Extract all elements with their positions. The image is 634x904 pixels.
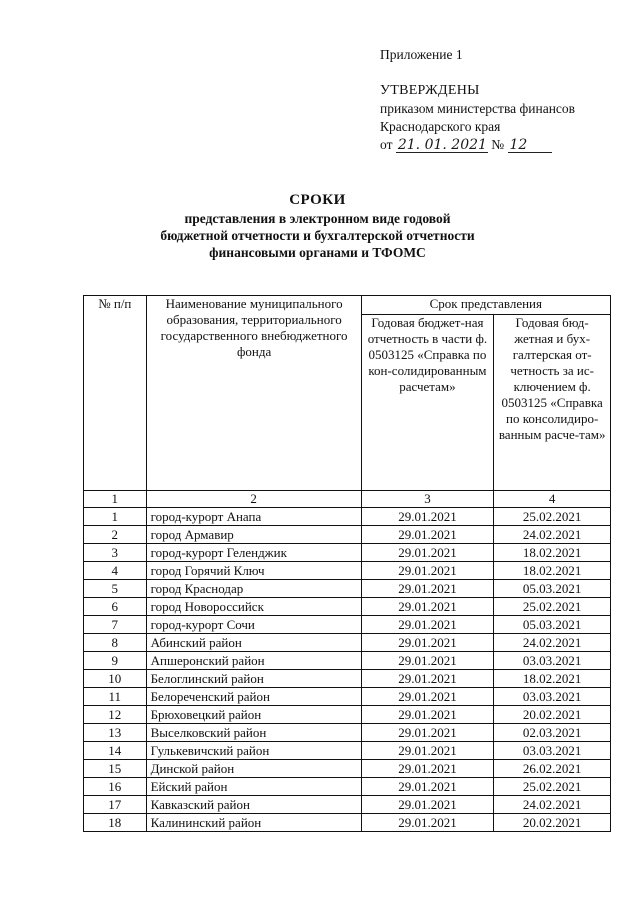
document-title: СРОКИ bbox=[289, 192, 346, 208]
row-number: 4 bbox=[84, 562, 147, 580]
row-budget-deadline: 29.01.2021 bbox=[361, 688, 494, 706]
row-name: город-курорт Геленджик bbox=[146, 544, 361, 562]
row-budget-deadline: 29.01.2021 bbox=[361, 742, 494, 760]
row-number: 2 bbox=[84, 526, 147, 544]
table-row bbox=[84, 688, 611, 706]
header-accounting-report: Годовая бюд-жетная и бух-галтерская от-четность за ис-ключением ф. 0503125 «Справка по консолидиро-ванным расче-там» bbox=[494, 315, 611, 491]
table-row bbox=[84, 670, 611, 688]
table-row bbox=[84, 526, 611, 544]
row-name: Белореченский район bbox=[146, 688, 361, 706]
row-name: Кавказский район bbox=[146, 796, 361, 814]
column-number: 1 bbox=[84, 491, 147, 508]
table-row bbox=[84, 796, 611, 814]
row-name: Ейский район bbox=[146, 778, 361, 796]
row-budget-deadline: 29.01.2021 bbox=[361, 562, 494, 580]
row-accounting-deadline: 05.03.2021 bbox=[494, 616, 611, 634]
row-number: 7 bbox=[84, 616, 147, 634]
row-number: 8 bbox=[84, 634, 147, 652]
row-name: Апшеронский район bbox=[146, 652, 361, 670]
number-label: № bbox=[491, 137, 505, 152]
row-accounting-deadline: 18.02.2021 bbox=[494, 544, 611, 562]
table-row bbox=[84, 742, 611, 760]
row-budget-deadline: 29.01.2021 bbox=[361, 778, 494, 796]
approval-date-line bbox=[380, 136, 630, 154]
row-accounting-deadline: 18.02.2021 bbox=[494, 670, 611, 688]
table-row bbox=[84, 652, 611, 670]
row-budget-deadline: 29.01.2021 bbox=[361, 526, 494, 544]
table-row bbox=[84, 760, 611, 778]
row-number: 12 bbox=[84, 706, 147, 724]
row-number: 3 bbox=[84, 544, 147, 562]
row-number: 10 bbox=[84, 670, 147, 688]
row-budget-deadline: 29.01.2021 bbox=[361, 814, 494, 832]
heading-line-1: представления в электронном виде годовой bbox=[184, 211, 451, 226]
approved-title: УТВЕРЖДЕНЫ bbox=[380, 83, 480, 98]
row-number: 14 bbox=[84, 742, 147, 760]
row-accounting-deadline: 25.02.2021 bbox=[494, 508, 611, 526]
table-body bbox=[84, 508, 611, 832]
table-row bbox=[84, 814, 611, 832]
table-row bbox=[84, 580, 611, 598]
header-deadline: Срок представления bbox=[361, 296, 610, 315]
row-number: 5 bbox=[84, 580, 147, 598]
row-name: город Новороссийск bbox=[146, 598, 361, 616]
row-accounting-deadline: 20.02.2021 bbox=[494, 814, 611, 832]
column-number: 4 bbox=[494, 491, 611, 508]
row-number: 6 bbox=[84, 598, 147, 616]
row-accounting-deadline: 24.02.2021 bbox=[494, 634, 611, 652]
row-number: 18 bbox=[84, 814, 147, 832]
column-number: 2 bbox=[146, 491, 361, 508]
header-name: Наименование муниципального образования, территориального государственного внебюджетного фонда bbox=[146, 296, 361, 491]
row-accounting-deadline: 26.02.2021 bbox=[494, 760, 611, 778]
row-accounting-deadline: 18.02.2021 bbox=[494, 562, 611, 580]
table-row bbox=[84, 706, 611, 724]
document-heading bbox=[100, 190, 535, 261]
row-number: 15 bbox=[84, 760, 147, 778]
row-number: 11 bbox=[84, 688, 147, 706]
appendix-label: Приложение 1 bbox=[380, 47, 463, 62]
row-number: 17 bbox=[84, 796, 147, 814]
table-row bbox=[84, 508, 611, 526]
row-name: Белоглинский район bbox=[146, 670, 361, 688]
row-budget-deadline: 29.01.2021 bbox=[361, 670, 494, 688]
heading-line-2: бюджетной отчетности и бухгалтерской отчетности bbox=[160, 228, 475, 243]
row-budget-deadline: 29.01.2021 bbox=[361, 598, 494, 616]
row-budget-deadline: 29.01.2021 bbox=[361, 616, 494, 634]
row-accounting-deadline: 03.03.2021 bbox=[494, 742, 611, 760]
approval-block bbox=[380, 46, 630, 154]
heading-line-3: финансовыми органами и ТФОМС bbox=[209, 245, 426, 260]
row-accounting-deadline: 02.03.2021 bbox=[494, 724, 611, 742]
approval-region-line: Краснодарского края bbox=[380, 119, 501, 134]
table-row bbox=[84, 616, 611, 634]
row-budget-deadline: 29.01.2021 bbox=[361, 634, 494, 652]
table-row bbox=[84, 634, 611, 652]
row-name: Абинский район bbox=[146, 634, 361, 652]
row-name: город Горячий Ключ bbox=[146, 562, 361, 580]
from-label: от bbox=[380, 137, 393, 152]
row-number: 1 bbox=[84, 508, 147, 526]
header-budget-report: Годовая бюджет-ная отчетность в части ф. 0503125 «Справка по кон-солидированным расчетам» bbox=[361, 315, 494, 491]
row-accounting-deadline: 25.02.2021 bbox=[494, 778, 611, 796]
row-name: Динской район bbox=[146, 760, 361, 778]
row-name: город-курорт Анапа bbox=[146, 508, 361, 526]
row-accounting-deadline: 05.03.2021 bbox=[494, 580, 611, 598]
row-accounting-deadline: 24.02.2021 bbox=[494, 526, 611, 544]
row-number: 13 bbox=[84, 724, 147, 742]
handwritten-date: 21. 01. 2021 bbox=[397, 137, 487, 153]
row-number: 16 bbox=[84, 778, 147, 796]
table-row bbox=[84, 562, 611, 580]
approval-order-line: приказом министерства финансов bbox=[380, 101, 576, 116]
table-row bbox=[84, 724, 611, 742]
row-number: 9 bbox=[84, 652, 147, 670]
row-name: город Армавир bbox=[146, 526, 361, 544]
row-name: Брюховецкий район bbox=[146, 706, 361, 724]
column-number: 3 bbox=[361, 491, 494, 508]
table-row bbox=[84, 544, 611, 562]
row-name: Выселковский район bbox=[146, 724, 361, 742]
row-budget-deadline: 29.01.2021 bbox=[361, 724, 494, 742]
row-accounting-deadline: 03.03.2021 bbox=[494, 652, 611, 670]
row-budget-deadline: 29.01.2021 bbox=[361, 652, 494, 670]
handwritten-number: 12 bbox=[508, 138, 552, 153]
row-budget-deadline: 29.01.2021 bbox=[361, 706, 494, 724]
row-budget-deadline: 29.01.2021 bbox=[361, 760, 494, 778]
deadlines-table bbox=[83, 295, 611, 832]
row-accounting-deadline: 20.02.2021 bbox=[494, 706, 611, 724]
table-row bbox=[84, 778, 611, 796]
row-budget-deadline: 29.01.2021 bbox=[361, 796, 494, 814]
row-accounting-deadline: 25.02.2021 bbox=[494, 598, 611, 616]
row-budget-deadline: 29.01.2021 bbox=[361, 544, 494, 562]
row-name: Гулькевичский район bbox=[146, 742, 361, 760]
row-name: город-курорт Сочи bbox=[146, 616, 361, 634]
table-row bbox=[84, 598, 611, 616]
row-budget-deadline: 29.01.2021 bbox=[361, 508, 494, 526]
row-accounting-deadline: 03.03.2021 bbox=[494, 688, 611, 706]
column-numbering-row bbox=[84, 491, 611, 508]
row-accounting-deadline: 24.02.2021 bbox=[494, 796, 611, 814]
row-budget-deadline: 29.01.2021 bbox=[361, 580, 494, 598]
header-number: № п/п bbox=[84, 296, 147, 491]
row-name: Калининский район bbox=[146, 814, 361, 832]
row-name: город Краснодар bbox=[146, 580, 361, 598]
